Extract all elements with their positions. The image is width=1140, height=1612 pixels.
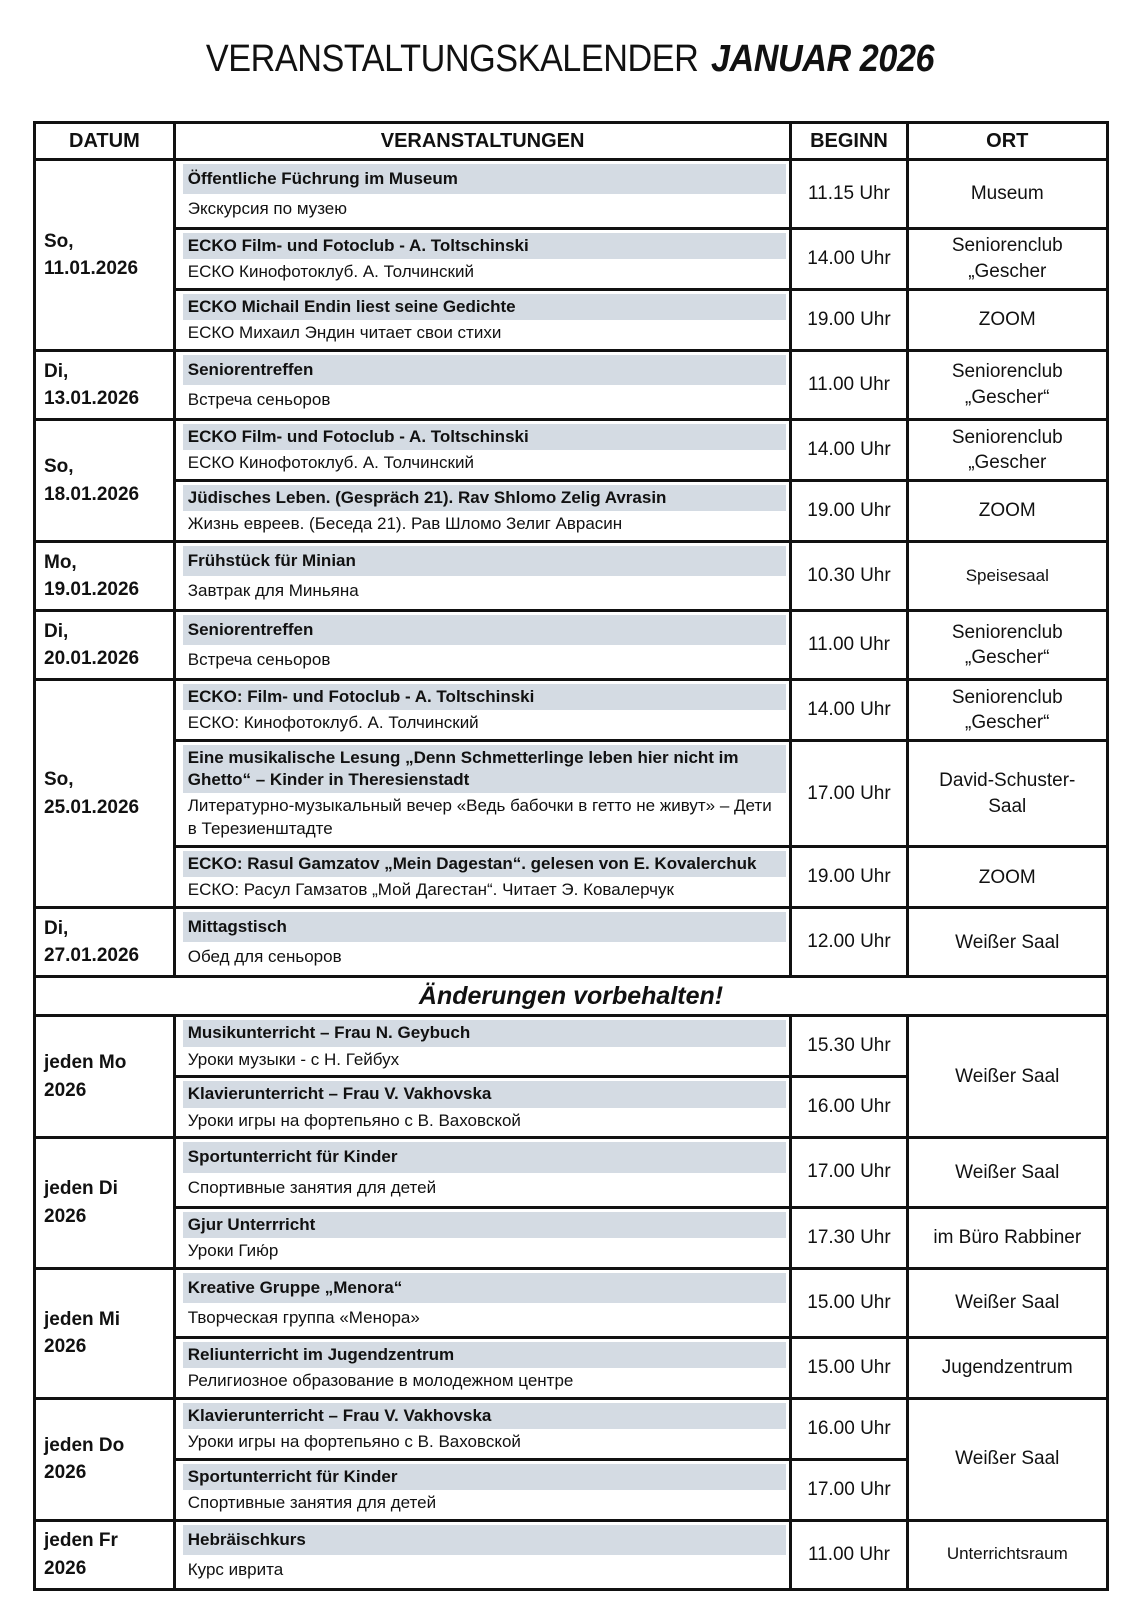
start-time: 15.00 Uhr	[791, 1268, 907, 1337]
event-cell: ECKO: Film- und Fotoclub - A. Toltschinski ЕСКО: Кинофотоклуб. А. Толчинский	[174, 680, 791, 741]
date-cell: jeden Mi 2026	[35, 1268, 175, 1398]
event-calendar-table	[33, 121, 1109, 1591]
event-cell: Seniorentreffen Встреча сеньоров	[174, 611, 791, 680]
start-time: 11.15 Uhr	[791, 160, 907, 229]
place-cell: ZOOM	[907, 847, 1107, 908]
title-month: JANUAR 2026	[710, 38, 935, 80]
date-cell: jeden Mo 2026	[35, 1016, 175, 1138]
event-cell: Seniorentreffen Встреча сеньоров	[174, 351, 791, 420]
page-title	[57, 38, 1083, 81]
start-time: 15.30 Uhr	[791, 1016, 907, 1077]
event-cell: Jüdisches Leben. (Gespräch 21). Rav Shlomo Zelig Avrasin Жизнь евреев. (Беседа 21). Рав Шломо Зелиг Аврасин	[174, 481, 791, 542]
event-cell: Sportunterricht für Kinder Спортивные занятия для детей	[174, 1459, 791, 1520]
start-time: 14.00 Uhr	[791, 420, 907, 481]
event-cell: Klavierunterricht – Frau V. Vakhovska Уроки игры на фортепьяно с В. Ваховской	[174, 1398, 791, 1459]
event-cell: Mittagstisch Обед для сеньоров	[174, 908, 791, 977]
place-cell: im Büro Rabbiner	[907, 1207, 1107, 1268]
event-cell: Klavierunterricht – Frau V. Vakhovska Уроки игры на фортепьяно с В. Ваховской	[174, 1077, 791, 1138]
table-row	[35, 351, 1108, 420]
start-time: 11.00 Uhr	[791, 611, 907, 680]
changes-reserved-note: Änderungen vorbehalten!	[35, 977, 1108, 1016]
place-cell: Seniorenclub „Gescher	[907, 229, 1107, 290]
place-cell: Museum	[907, 160, 1107, 229]
note-row	[35, 977, 1108, 1016]
place-cell: Unterrichtsraum	[907, 1520, 1107, 1589]
event-cell: Öffentliche Füchrung im Museum Экскурсия по музею	[174, 160, 791, 229]
place-cell: Weißer Saal	[907, 1016, 1107, 1138]
table-row	[35, 1138, 1108, 1207]
date-cell: Mo, 19.01.2026	[35, 542, 175, 611]
start-time: 16.00 Uhr	[791, 1398, 907, 1459]
table-row	[35, 542, 1108, 611]
date-cell: jeden Do 2026	[35, 1398, 175, 1520]
table-row	[35, 680, 1108, 741]
start-time: 11.00 Uhr	[791, 1520, 907, 1589]
event-cell: Frühstück für Minian Завтрак для Миньяна	[174, 542, 791, 611]
place-cell: ZOOM	[907, 290, 1107, 351]
start-time: 10.30 Uhr	[791, 542, 907, 611]
place-cell: Weißer Saal	[907, 1398, 1107, 1520]
start-time: 17.30 Uhr	[791, 1207, 907, 1268]
place-cell: Seniorenclub „Gescher“	[907, 680, 1107, 741]
date-cell: jeden Di 2026	[35, 1138, 175, 1268]
date-cell: So, 11.01.2026	[35, 160, 175, 351]
header-place: ORT	[907, 123, 1107, 160]
table-row	[35, 1398, 1108, 1459]
date-cell: Di, 13.01.2026	[35, 351, 175, 420]
event-cell: ECKO Film- und Fotoclub - A. Toltschinski ЕСКО Кинофотоклуб. А. Толчинский	[174, 420, 791, 481]
event-cell: ECKO: Rasul Gamzatov „Mein Dagestan“. gelesen von E. Kovalerchuk ЕСКО: Расул Гамзатов „Мой Дагестан“. Читает Э. Ковалерчук	[174, 847, 791, 908]
event-cell: Musikunterricht – Frau N. Geybuch Уроки музыки - с Н. Гейбух	[174, 1016, 791, 1077]
place-cell: David-Schuster- Saal	[907, 741, 1107, 847]
start-time: 14.00 Uhr	[791, 229, 907, 290]
date-cell: So, 25.01.2026	[35, 680, 175, 908]
date-cell: jeden Fr 2026	[35, 1520, 175, 1589]
start-time: 19.00 Uhr	[791, 481, 907, 542]
place-cell: Weißer Saal	[907, 1268, 1107, 1337]
table-row	[35, 1016, 1108, 1077]
event-cell: Hebräischkurs Курс иврита	[174, 1520, 791, 1589]
event-cell: Sportunterricht für Kinder Спортивные занятия для детей	[174, 1138, 791, 1207]
table-row	[35, 229, 1108, 290]
event-cell: ECKO Film- und Fotoclub - A. Toltschinski ЕСКО Кинофотоклуб. А. Толчинский	[174, 229, 791, 290]
table-row	[35, 290, 1108, 351]
start-time: 14.00 Uhr	[791, 680, 907, 741]
event-cell: Eine musikalische Lesung „Denn Schmetterlinge leben hier nicht im Ghetto“ – Kinder in Theresienstadt Литературно-музыкальный вечер «Ведь бабочки в гетто не живут» – Дети в Терезиенштадте	[174, 741, 791, 847]
title-main: VERANSTALTUNGSKALENDER	[205, 38, 699, 80]
place-cell: Weißer Saal	[907, 1138, 1107, 1207]
table-row	[35, 908, 1108, 977]
start-time: 12.00 Uhr	[791, 908, 907, 977]
table-row	[35, 160, 1108, 229]
table-row	[35, 1520, 1108, 1589]
table-row	[35, 741, 1108, 847]
start-time: 17.00 Uhr	[791, 1138, 907, 1207]
header-date: DATUM	[35, 123, 175, 160]
table-row	[35, 1207, 1108, 1268]
start-time: 19.00 Uhr	[791, 847, 907, 908]
place-cell: Seniorenclub „Gescher“	[907, 351, 1107, 420]
event-cell: Reliunterricht im Jugendzentrum Религиозное образование в молодежном центре	[174, 1337, 791, 1398]
start-time: 16.00 Uhr	[791, 1077, 907, 1138]
start-time: 17.00 Uhr	[791, 1459, 907, 1520]
header-start: BEGINN	[791, 123, 907, 160]
start-time: 11.00 Uhr	[791, 351, 907, 420]
date-cell: Di, 20.01.2026	[35, 611, 175, 680]
place-cell: ZOOM	[907, 481, 1107, 542]
table-row	[35, 1268, 1108, 1337]
place-cell: Jugendzentrum	[907, 1337, 1107, 1398]
table-header-row	[35, 123, 1108, 160]
event-cell: Gjur Unterrricht Уроки Гию́р	[174, 1207, 791, 1268]
table-row	[35, 481, 1108, 542]
table-row	[35, 1337, 1108, 1398]
place-cell: Speisesaal	[907, 542, 1107, 611]
place-cell: Seniorenclub „Gescher	[907, 420, 1107, 481]
date-cell: So, 18.01.2026	[35, 420, 175, 542]
start-time: 17.00 Uhr	[791, 741, 907, 847]
table-row	[35, 420, 1108, 481]
start-time: 15.00 Uhr	[791, 1337, 907, 1398]
place-cell: Weißer Saal	[907, 908, 1107, 977]
table-row	[35, 847, 1108, 908]
event-cell: ECKO Michail Endin liest seine Gedichte ЕСКО Михаил Эндин читает свои стихи	[174, 290, 791, 351]
date-cell: Di, 27.01.2026	[35, 908, 175, 977]
place-cell: Seniorenclub „Gescher“	[907, 611, 1107, 680]
event-cell: Kreative Gruppe „Menora“ Творческая группа «Менора»	[174, 1268, 791, 1337]
header-events: VERANSTALTUNGEN	[174, 123, 791, 160]
start-time: 19.00 Uhr	[791, 290, 907, 351]
table-row	[35, 611, 1108, 680]
